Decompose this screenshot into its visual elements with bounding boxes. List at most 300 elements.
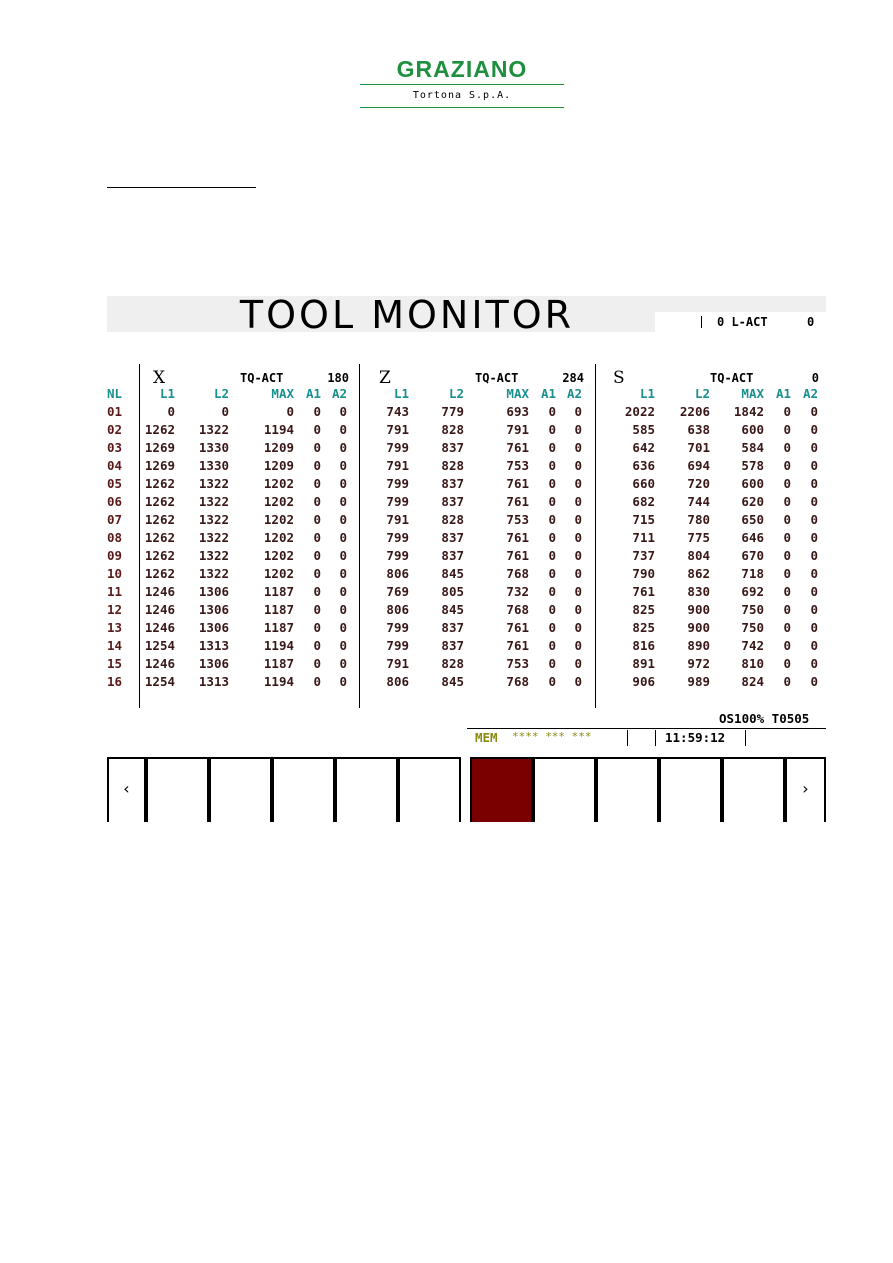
cell-z-max: 761 <box>506 476 529 491</box>
graziano-logo <box>360 56 564 101</box>
cell-z-a1: 0 <box>548 458 556 473</box>
column-header-a1: A1 <box>540 386 556 401</box>
cell-s-l1: 711 <box>632 530 655 545</box>
cell-s-a2: 0 <box>810 548 818 563</box>
cell-z-max: 761 <box>506 638 529 653</box>
cell-x-a2: 0 <box>339 458 347 473</box>
cell-x-l2: 1313 <box>198 638 229 653</box>
cell-s-a1: 0 <box>783 566 791 581</box>
cell-z-l2: 779 <box>441 404 464 419</box>
mode-label: MEM <box>475 730 498 745</box>
cell-z-a2: 0 <box>574 494 582 509</box>
cell-s-l2: 900 <box>687 620 710 635</box>
cell-s-a2: 0 <box>810 602 818 617</box>
cell-z-a1: 0 <box>548 566 556 581</box>
cell-z-max: 761 <box>506 440 529 455</box>
cell-z-a2: 0 <box>574 476 582 491</box>
cell-s-a2: 0 <box>810 404 818 419</box>
cell-s-l2: 830 <box>687 584 710 599</box>
cell-x-a2: 0 <box>339 584 347 599</box>
softkey-next-button[interactable] <box>785 757 826 822</box>
cell-z-a1: 0 <box>548 674 556 689</box>
cell-z-a1: 0 <box>548 548 556 563</box>
cell-x-l1: 1269 <box>144 440 175 455</box>
cell-x-max: 1187 <box>263 656 294 671</box>
row-number: 01 <box>107 404 123 419</box>
column-header-a1: A1 <box>305 386 321 401</box>
cell-s-a2: 0 <box>810 458 818 473</box>
column-header-a1: A1 <box>775 386 791 401</box>
axis-s-label: S <box>613 368 625 388</box>
cell-s-l1: 761 <box>632 584 655 599</box>
cell-z-l1: 799 <box>386 548 409 563</box>
cell-z-max: 768 <box>506 602 529 617</box>
cell-s-l2: 890 <box>687 638 710 653</box>
cell-x-a2: 0 <box>339 422 347 437</box>
row-number: 13 <box>107 620 123 635</box>
cell-s-l1: 636 <box>632 458 655 473</box>
column-header-l2: L2 <box>694 386 710 401</box>
cell-s-l1: 642 <box>632 440 655 455</box>
cell-z-a2: 0 <box>574 674 582 689</box>
cell-x-l1: 1262 <box>144 422 175 437</box>
cell-x-max: 1202 <box>263 494 294 509</box>
cell-z-l2: 828 <box>441 458 464 473</box>
softkey[interactable] <box>335 757 398 822</box>
cell-x-max: 1194 <box>263 674 294 689</box>
cell-z-l1: 769 <box>386 584 409 599</box>
cell-x-max: 1187 <box>263 602 294 617</box>
softkey[interactable] <box>722 757 785 822</box>
cell-s-max: 620 <box>741 494 764 509</box>
cell-z-a1: 0 <box>548 422 556 437</box>
cell-x-l1: 1254 <box>144 638 175 653</box>
column-header-a2: A2 <box>566 386 582 401</box>
cell-x-a1: 0 <box>313 422 321 437</box>
logo-text: GRAZIANO <box>396 56 528 82</box>
cell-s-a1: 0 <box>783 494 791 509</box>
cell-z-max: 761 <box>506 530 529 545</box>
cell-x-max: 1187 <box>263 584 294 599</box>
cell-x-l2: 1306 <box>198 584 229 599</box>
cell-s-a2: 0 <box>810 512 818 527</box>
row-number: 05 <box>107 476 123 491</box>
softkey[interactable] <box>533 757 596 822</box>
cell-x-max: 1209 <box>263 440 294 455</box>
cell-x-l2: 1322 <box>198 422 229 437</box>
cell-s-max: 718 <box>741 566 764 581</box>
column-header-nl: NL <box>107 386 123 401</box>
cell-x-max: 1202 <box>263 530 294 545</box>
cell-z-max: 768 <box>506 674 529 689</box>
cell-s-l2: 780 <box>687 512 710 527</box>
cell-s-max: 750 <box>741 602 764 617</box>
row-number: 14 <box>107 638 123 653</box>
cell-s-a1: 0 <box>783 440 791 455</box>
cell-s-l1: 682 <box>632 494 655 509</box>
cell-s-a1: 0 <box>783 656 791 671</box>
cell-z-l2: 837 <box>441 476 464 491</box>
cell-x-l2: 1322 <box>198 530 229 545</box>
cell-z-a2: 0 <box>574 638 582 653</box>
cell-z-l1: 791 <box>386 458 409 473</box>
cell-s-a2: 0 <box>810 584 818 599</box>
cell-z-max: 761 <box>506 620 529 635</box>
cell-z-l1: 791 <box>386 422 409 437</box>
cell-s-max: 650 <box>741 512 764 527</box>
cell-s-l2: 2206 <box>679 404 710 419</box>
cell-s-l1: 825 <box>632 602 655 617</box>
cell-x-l1: 1262 <box>144 476 175 491</box>
cell-x-a2: 0 <box>339 638 347 653</box>
cell-s-a2: 0 <box>810 638 818 653</box>
cell-x-a1: 0 <box>313 656 321 671</box>
cell-z-l1: 799 <box>386 530 409 545</box>
cell-z-a2: 0 <box>574 458 582 473</box>
cell-z-l1: 799 <box>386 620 409 635</box>
cell-x-l1: 1254 <box>144 674 175 689</box>
cell-z-l1: 799 <box>386 476 409 491</box>
cell-x-l1: 1269 <box>144 458 175 473</box>
cell-s-a1: 0 <box>783 422 791 437</box>
cell-z-l2: 805 <box>441 584 464 599</box>
cell-x-l1: 0 <box>167 404 175 419</box>
l-act-separator <box>701 316 702 328</box>
cell-x-max: 1194 <box>263 638 294 653</box>
cell-z-max: 732 <box>506 584 529 599</box>
cell-x-a1: 0 <box>313 512 321 527</box>
axis-x-label: X <box>153 368 166 388</box>
cell-z-l1: 799 <box>386 440 409 455</box>
cell-z-max: 761 <box>506 494 529 509</box>
column-header-a2: A2 <box>802 386 818 401</box>
cell-z-a2: 0 <box>574 404 582 419</box>
cell-s-a1: 0 <box>783 458 791 473</box>
cell-s-a2: 0 <box>810 674 818 689</box>
cell-x-a1: 0 <box>313 566 321 581</box>
page-title: TOOL MONITOR <box>239 293 575 337</box>
column-header-max: MAX <box>506 386 529 401</box>
cell-x-a2: 0 <box>339 656 347 671</box>
cell-x-a1: 0 <box>313 494 321 509</box>
cell-s-l1: 816 <box>632 638 655 653</box>
cell-z-a2: 0 <box>574 566 582 581</box>
cell-x-l1: 1262 <box>144 530 175 545</box>
row-number: 07 <box>107 512 123 527</box>
cell-s-max: 810 <box>741 656 764 671</box>
cell-s-max: 646 <box>741 530 764 545</box>
cell-s-l2: 720 <box>687 476 710 491</box>
cell-z-a2: 0 <box>574 422 582 437</box>
axis-z-label: Z <box>379 368 391 388</box>
cell-x-a1: 0 <box>313 638 321 653</box>
cell-x-l2: 1330 <box>198 440 229 455</box>
cell-s-max: 1842 <box>733 404 764 419</box>
cell-z-max: 791 <box>506 422 529 437</box>
section-underline <box>107 187 256 188</box>
cell-x-l2: 1322 <box>198 548 229 563</box>
cell-s-a1: 0 <box>783 674 791 689</box>
cell-s-l2: 744 <box>687 494 710 509</box>
cell-z-a2: 0 <box>574 602 582 617</box>
cell-s-a2: 0 <box>810 494 818 509</box>
cell-z-max: 753 <box>506 458 529 473</box>
column-header-max: MAX <box>271 386 294 401</box>
cell-z-l1: 791 <box>386 512 409 527</box>
cell-s-l2: 804 <box>687 548 710 563</box>
cell-z-a1: 0 <box>548 530 556 545</box>
cell-s-max: 742 <box>741 638 764 653</box>
override-tool-status: OS100% T0505 <box>719 711 810 726</box>
cell-x-l2: 1322 <box>198 494 229 509</box>
cell-z-a2: 0 <box>574 512 582 527</box>
cell-x-l2: 0 <box>221 404 229 419</box>
cell-x-max: 0 <box>286 404 294 419</box>
cell-x-a2: 0 <box>339 404 347 419</box>
cell-x-l2: 1322 <box>198 566 229 581</box>
cell-z-l2: 837 <box>441 530 464 545</box>
column-divider <box>359 364 360 708</box>
cell-x-max: 1202 <box>263 476 294 491</box>
cell-z-l2: 837 <box>441 620 464 635</box>
cell-z-a2: 0 <box>574 440 582 455</box>
cell-s-a1: 0 <box>783 404 791 419</box>
cell-x-a1: 0 <box>313 476 321 491</box>
cell-x-max: 1202 <box>263 566 294 581</box>
cell-x-max: 1202 <box>263 548 294 563</box>
cell-x-l1: 1246 <box>144 656 175 671</box>
cell-z-a1: 0 <box>548 656 556 671</box>
cell-s-l1: 891 <box>632 656 655 671</box>
cell-s-max: 600 <box>741 422 764 437</box>
cell-x-a1: 0 <box>313 530 321 545</box>
status-separator <box>655 730 656 746</box>
cell-s-a2: 0 <box>810 476 818 491</box>
axis-z-tq-label: TQ-ACT <box>475 371 519 385</box>
row-number: 16 <box>107 674 123 689</box>
cell-x-a1: 0 <box>313 548 321 563</box>
column-header-l2: L2 <box>448 386 464 401</box>
cell-s-a1: 0 <box>783 476 791 491</box>
cell-s-l1: 715 <box>632 512 655 527</box>
cell-x-l1: 1262 <box>144 548 175 563</box>
softkey-bar <box>107 757 826 822</box>
cell-s-max: 750 <box>741 620 764 635</box>
cell-x-max: 1202 <box>263 512 294 527</box>
cell-x-a2: 0 <box>339 674 347 689</box>
cell-z-l2: 828 <box>441 656 464 671</box>
softkey[interactable] <box>659 757 722 822</box>
column-header-l2: L2 <box>213 386 229 401</box>
row-number: 03 <box>107 440 123 455</box>
softkey[interactable] <box>398 757 461 822</box>
cell-x-max: 1209 <box>263 458 294 473</box>
row-number: 09 <box>107 548 123 563</box>
softkey[interactable] <box>146 757 209 822</box>
chevron-left-icon: ‹ <box>123 779 130 798</box>
cell-x-l2: 1306 <box>198 620 229 635</box>
cell-x-a1: 0 <box>313 458 321 473</box>
cell-x-a2: 0 <box>339 440 347 455</box>
l-act-value: 0 <box>807 315 815 329</box>
cell-z-a1: 0 <box>548 494 556 509</box>
cell-z-l1: 791 <box>386 656 409 671</box>
cell-s-l2: 900 <box>687 602 710 617</box>
column-header-l1: L1 <box>159 386 175 401</box>
column-header-l1: L1 <box>639 386 655 401</box>
cell-s-l1: 825 <box>632 620 655 635</box>
cell-s-a2: 0 <box>810 566 818 581</box>
cell-z-l1: 799 <box>386 638 409 653</box>
column-header-l1: L1 <box>393 386 409 401</box>
cell-s-a2: 0 <box>810 620 818 635</box>
cell-x-l2: 1330 <box>198 458 229 473</box>
softkey-active[interactable] <box>470 757 533 822</box>
cell-x-a1: 0 <box>313 404 321 419</box>
cell-z-a2: 0 <box>574 584 582 599</box>
cell-z-l2: 837 <box>441 638 464 653</box>
cell-s-l2: 775 <box>687 530 710 545</box>
cell-s-l2: 989 <box>687 674 710 689</box>
cell-s-max: 578 <box>741 458 764 473</box>
cell-x-a1: 0 <box>313 602 321 617</box>
cell-x-a2: 0 <box>339 566 347 581</box>
cell-z-a1: 0 <box>548 602 556 617</box>
cell-z-max: 753 <box>506 656 529 671</box>
cell-z-a1: 0 <box>548 620 556 635</box>
cell-z-a1: 0 <box>548 638 556 653</box>
row-number: 02 <box>107 422 123 437</box>
cell-x-l1: 1246 <box>144 602 175 617</box>
cell-x-max: 1194 <box>263 422 294 437</box>
softkey[interactable] <box>596 757 659 822</box>
cell-x-l1: 1262 <box>144 512 175 527</box>
cell-x-a2: 0 <box>339 512 347 527</box>
cell-s-a2: 0 <box>810 422 818 437</box>
cell-x-l1: 1262 <box>144 566 175 581</box>
row-number: 08 <box>107 530 123 545</box>
row-number: 12 <box>107 602 123 617</box>
cell-s-a1: 0 <box>783 530 791 545</box>
cell-z-l1: 806 <box>386 602 409 617</box>
logo-subtitle: Tortona S.p.A. <box>412 90 512 101</box>
cell-s-l2: 638 <box>687 422 710 437</box>
cell-z-l1: 743 <box>386 404 409 419</box>
cell-x-max: 1187 <box>263 620 294 635</box>
status-separator <box>745 730 746 746</box>
row-number: 04 <box>107 458 123 473</box>
cell-s-l2: 694 <box>687 458 710 473</box>
logo-rule-bottom <box>360 107 564 108</box>
cell-z-l2: 837 <box>441 548 464 563</box>
status-separator <box>627 730 628 746</box>
cell-s-l1: 660 <box>632 476 655 491</box>
cell-z-l2: 837 <box>441 440 464 455</box>
cell-s-a1: 0 <box>783 602 791 617</box>
cell-s-a1: 0 <box>783 638 791 653</box>
cell-s-a1: 0 <box>783 548 791 563</box>
cell-z-a1: 0 <box>548 584 556 599</box>
cell-s-a1: 0 <box>783 584 791 599</box>
cell-x-l2: 1322 <box>198 476 229 491</box>
logo-rule-top <box>360 84 564 85</box>
cell-x-a2: 0 <box>339 602 347 617</box>
cell-s-max: 584 <box>741 440 764 455</box>
cell-s-a2: 0 <box>810 440 818 455</box>
column-header-max: MAX <box>741 386 764 401</box>
tool-monitor-screen <box>107 293 826 822</box>
cell-x-l1: 1246 <box>144 584 175 599</box>
cell-x-a2: 0 <box>339 530 347 545</box>
cell-z-l2: 845 <box>441 674 464 689</box>
softkey[interactable] <box>209 757 272 822</box>
cell-x-a2: 0 <box>339 620 347 635</box>
cell-s-l1: 585 <box>632 422 655 437</box>
cell-s-l1: 790 <box>632 566 655 581</box>
cell-s-l2: 862 <box>687 566 710 581</box>
softkey-prev-button[interactable] <box>107 757 146 822</box>
cell-s-l1: 737 <box>632 548 655 563</box>
cell-z-max: 761 <box>506 548 529 563</box>
cell-x-l2: 1313 <box>198 674 229 689</box>
cell-x-a1: 0 <box>313 440 321 455</box>
cell-z-l2: 845 <box>441 566 464 581</box>
cell-z-a1: 0 <box>548 512 556 527</box>
cell-z-a2: 0 <box>574 548 582 563</box>
cell-z-l1: 806 <box>386 566 409 581</box>
cell-z-l2: 828 <box>441 422 464 437</box>
cell-x-a2: 0 <box>339 476 347 491</box>
cell-x-l1: 1262 <box>144 494 175 509</box>
cell-z-l2: 837 <box>441 494 464 509</box>
chevron-right-icon: › <box>802 779 809 798</box>
cell-z-max: 693 <box>506 404 529 419</box>
cell-s-a1: 0 <box>783 620 791 635</box>
cell-x-a1: 0 <box>313 674 321 689</box>
cell-z-l2: 828 <box>441 512 464 527</box>
cell-s-l2: 972 <box>687 656 710 671</box>
cell-s-max: 670 <box>741 548 764 563</box>
cell-x-l2: 1306 <box>198 602 229 617</box>
cell-z-max: 753 <box>506 512 529 527</box>
cell-z-l1: 799 <box>386 494 409 509</box>
axis-s-tq-value: 0 <box>811 371 819 385</box>
column-header-a2: A2 <box>331 386 347 401</box>
cell-z-a1: 0 <box>548 404 556 419</box>
cell-x-a2: 0 <box>339 494 347 509</box>
cell-x-a2: 0 <box>339 548 347 563</box>
cell-s-max: 600 <box>741 476 764 491</box>
cell-s-a1: 0 <box>783 512 791 527</box>
axis-z-tq-value: 284 <box>562 371 584 385</box>
column-divider <box>595 364 596 708</box>
cell-s-a2: 0 <box>810 530 818 545</box>
cell-z-a2: 0 <box>574 530 582 545</box>
cell-z-l2: 845 <box>441 602 464 617</box>
cell-s-l1: 2022 <box>624 404 655 419</box>
cell-s-a2: 0 <box>810 656 818 671</box>
row-number: 15 <box>107 656 123 671</box>
mode-indicators: **** *** *** <box>512 730 592 743</box>
cell-x-l2: 1322 <box>198 512 229 527</box>
cell-x-l1: 1246 <box>144 620 175 635</box>
clock: 11:59:12 <box>665 730 726 745</box>
row-number: 10 <box>107 566 123 581</box>
cell-s-max: 824 <box>741 674 764 689</box>
cell-z-l1: 806 <box>386 674 409 689</box>
softkey[interactable] <box>272 757 335 822</box>
row-number: 11 <box>107 584 123 599</box>
